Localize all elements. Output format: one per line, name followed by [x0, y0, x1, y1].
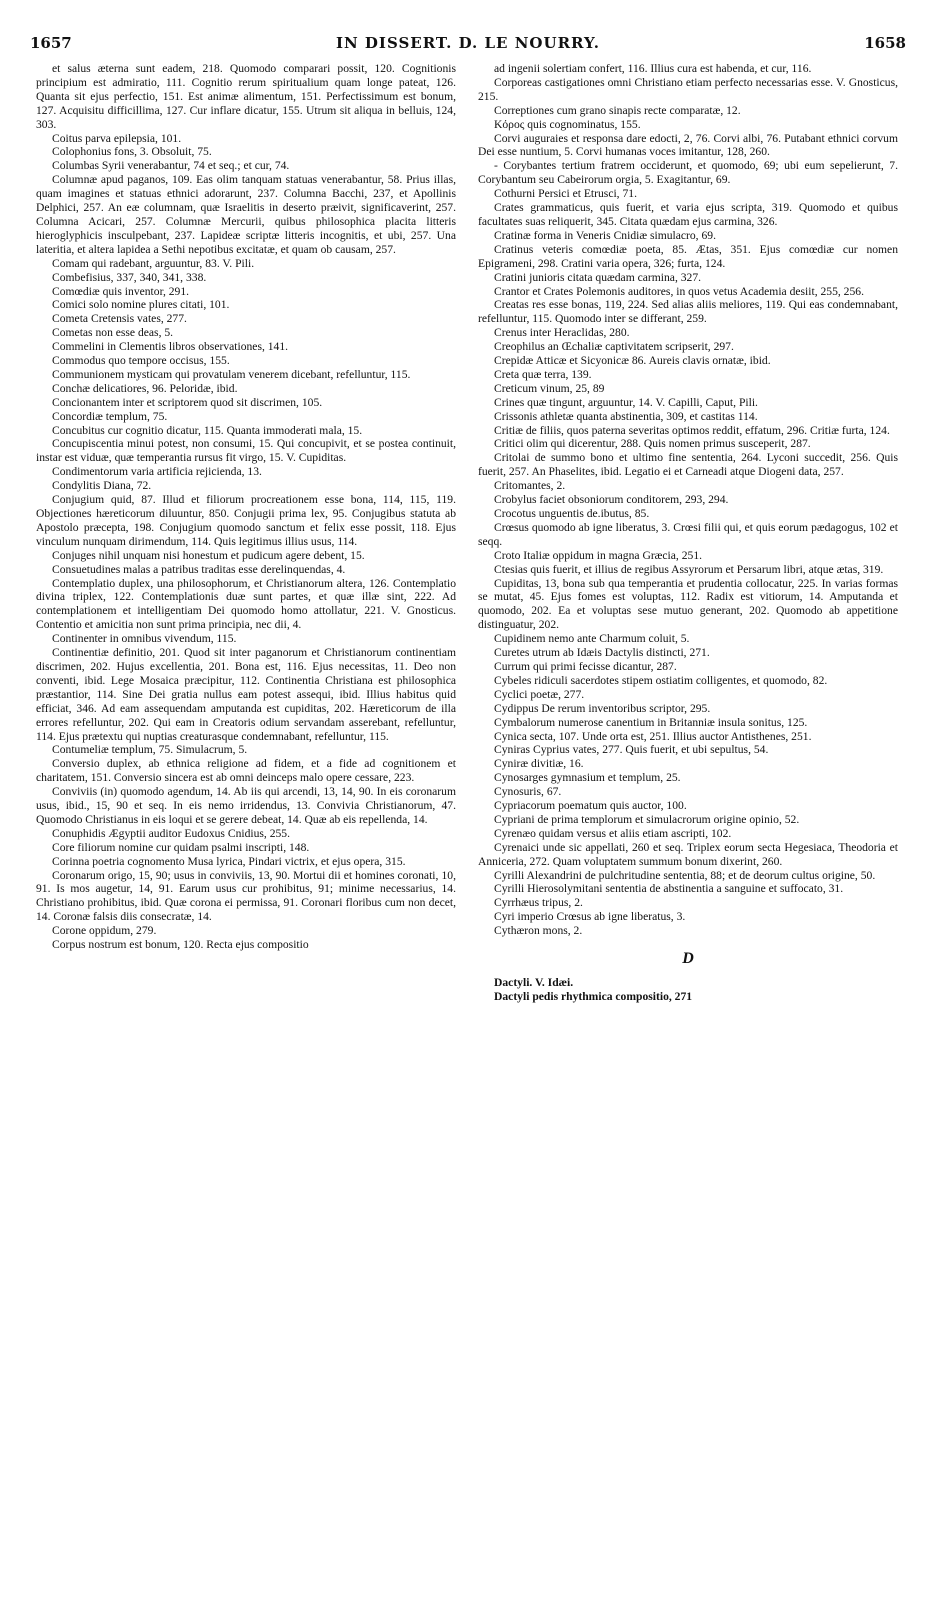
index-entry: Critolai de summo bono et ultimo fine sententia, 264. Lyconi succedit, 256. Quis fuerit, 257. An Phaselites, ibid. Legatio ei et Carneadi atque Diogeni data, 257. [478, 451, 898, 479]
index-entry: Crocotus unguentis de.ibutus, 85. [494, 507, 650, 520]
index-entry: Crepidæ Atticæ et Sicyonicæ 86. Aureis clavis ornatæ, ibid. [494, 354, 771, 368]
index-entry: Creta quæ terra, 139. [494, 367, 592, 381]
index-entry: Columbas Syrii venerabantur, 74 et seq.; et cur, 74. [52, 159, 290, 173]
index-entry: Corvi auguraies et responsa dare edocti, 2, 76. Corvi albi, 76. Putabant ethnici corvum Dei esse nuntium, 5. Corvi humanas voces imitantur, 128, 260. [478, 131, 898, 159]
right-entries [478, 62, 898, 938]
d-entries [478, 976, 898, 1004]
index-entry: Cratinæ forma in Veneris Cnidiæ simulacro, 69. [494, 228, 716, 242]
index-entry: et salus æterna sunt eadem, 218. Quomodo comparari possit, 120. Cognitionis principium est admiratio, 111. Cognitio rerum spiritualium quam longe pateat, 126. Quanta sit ejus perfectio, 151. Est animæ alimentum, 151. Perfectissimum est bonum, 127. Acquisitu difficillima, 127. Cur inflare dicatur, 155. Utrum sit aliqua in belluis, 124, 303. [36, 62, 456, 131]
index-entry: Conviviis (in) quomodo agendum, 14. Ab iis qui arcendi, 13, 14, 90. In eis coronarum usus, ibid., 15, 90 et seq. In eis nemo irridendus, 13. Convivia Christianorum, 47. Quomodo Christianus in eis loqui et se gerere debeat, 14. Quæ ab eis repellenda, 14. [36, 785, 456, 826]
index-entry: Cybeles ridiculi sacerdotes stipem ostiatim colligentes, et quomodo, 82. [494, 673, 828, 687]
index-entry: Coitus parva epilepsia, 101. [52, 131, 182, 145]
index-entry: - Corybantes tertium fratrem occiderunt, et quomodo, 69; ubi eum sepelierunt, 7. Corybantum seu Cabeirorum orgia, 5. Exagitantur, 69. [478, 159, 898, 187]
index-entry: Curetes utrum ab Idæis Dactylis distincti, 271. [494, 646, 710, 660]
index-entry: Cyrenaici unde sic appellati, 260 et seq. Triplex eorum secta Hegesiaca, Theodoria et Anniceria, 272. Quam voluptatem summum bonum dixerint, 260. [478, 840, 898, 868]
index-entry: Crines quæ tingunt, arguuntur, 14. V. Capilli, Caput, Pili. [494, 395, 758, 409]
index-entry: Cythæron mons, 2. [494, 924, 583, 938]
index-entry: Coronarum origo, 15, 90; usus in conviviis, 13, 90. Mortui dii et homines coronati, 10, 91. Is mos augetur, 14, 91. Earum usus cur prohibitus, 91; minime necessarius, 14. Christiano prohibitus, ibid. Quæ corona ei permissa, 91. Coronari floribus cum non decet, 14. Coronæ falsis diis consecratæ, 14. [36, 868, 456, 924]
index-entry: Conjuges nihil unquam nisi honestum et pudicum agere debent, 15. [52, 548, 365, 562]
index-entry: Correptiones cum grano sinapis recte comparatæ, 12. [494, 103, 741, 117]
index-entry: Comam qui radebant, arguuntur, 83. V. Pili. [52, 256, 255, 270]
index-entry: Concubitus cur cognitio dicatur, 115. Quanta immoderati mala, 15. [52, 423, 363, 437]
index-entry: Crenus inter Heraclidas, 280. [494, 326, 630, 340]
index-entry: Condimentorum varia artificia rejicienda, 13. [52, 465, 262, 479]
index-entry: Cypriani de prima templorum et simulacrorum origine opinio, 52. [494, 812, 800, 826]
index-entry: Cypriacorum poematum quis auctor, 100. [494, 799, 687, 813]
index-entry: Cometa Cretensis vates, 277. [52, 312, 187, 326]
index-entry: Corinna poetria cognomento Musa lyrica, Pindari victrix, et ejus opera, 315. [52, 854, 406, 868]
index-entry: Conchæ delicatiores, 96. Peloridæ, ibid. [52, 381, 238, 395]
index-entry: Cyri imperio Crœsus ab igne liberatus, 3. [494, 910, 686, 924]
index-entry: Cyrilli Alexandrini de pulchritudine sententia, 88; et de deorum cultus origine, 50. [494, 868, 876, 882]
index-entry: Cupidinem nemo ante Charmum coluit, 5. [494, 632, 690, 646]
index-entry: Creophilus an Œchaliæ captivitatem scripserit, 297. [494, 340, 734, 354]
index-column-left [36, 62, 456, 952]
index-entry: Cupiditas, 13, bona sub qua temperantia et prudentia collocatur, 225. In varias formas se mutat, 45. Ejus fomes est voluptas, 112. Radix est vitiorum, 14. Amputanda et quomodo, 202. Ea et voluptas sese mutuo generant, 202. Quomodo ab appetitione distinguatur, 202. [478, 576, 898, 632]
index-entry: Κόρος quis cognominatus, 155. [494, 117, 641, 131]
index-entry: Cynosarges gymnasium et templum, 25. [494, 771, 681, 785]
index-entry: Core filiorum nomine cur quidam psalmi inscripti, 148. [52, 840, 310, 854]
index-entry: Cyniræ divitiæ, 16. [494, 757, 584, 771]
index-entry: Colophonius fons, 3. Obsoluit, 75. [52, 145, 212, 159]
index-entry: Contumeliæ templum, 75. Simulacrum, 5. [52, 743, 248, 757]
index-entry: Combefisius, 337, 340, 341, 338. [52, 270, 207, 284]
index-entry: Concordiæ templum, 75. [52, 409, 168, 423]
index-entry: ad ingenii solertiam confert, 116. Illius cura est habenda, et cur, 116. [494, 62, 812, 75]
index-entry: Condylitis Diana, 72. [52, 479, 152, 493]
index-entry: Crates grammaticus, quis fuerit, et varia ejus scripta, 319. Quomodo et quibus facultates suas reliquerit, 345. Citata quædam ejus carmina, 326. [478, 201, 898, 228]
index-entry: Crœsus quomodo ab igne liberatus, 3. Crœsi filii qui, et quis eorum pædagogus, 102 et seqq. [478, 520, 898, 548]
index-entry: Cratini junioris citata quædam carmina, 327. [494, 270, 702, 284]
index-entry: Critici olim qui dicerentur, 288. Quis nomen primus susceperit, 287. [494, 437, 811, 451]
index-entry: Cratinus veteris comœdiæ poeta, 85. Ætas, 351. Ejus comœdiæ cur nomen Epigrameni, 298. Cratini varia opera, 326; furta, 124. [478, 242, 898, 270]
index-entry: Cydippus De rerum inventoribus scriptor, 295. [494, 701, 711, 715]
index-entry: Corone oppidum, 279. [52, 924, 157, 938]
index-entry: Croto Italiæ oppidum in magna Græcia, 251. [494, 548, 703, 562]
index-entry: Conjugium quid, 87. Illud et filiorum procreationem esse bona, 114, 115, 119. Objectiones hæreticorum diluuntur, 850. Conjugii prima lex, 95. Conjugibus statuta ab Apostolo præcepta, 198. Conjugium quomodo sanctum et felix esse possit, 118. Ejus vinculum nunquam dirimendum, 114. Quis legitimus illius usus, 114. [36, 493, 456, 548]
index-entry: Critiæ de filiis, quos paterna severitas optimos reddit, effatum, 296. Critiæ furta, 124. [494, 423, 890, 437]
index-entry: Cyclici poetæ, 277. [494, 687, 585, 701]
index-entry: Creticum vinum, 25, 89 [494, 381, 605, 395]
page-number-left: 1657 [30, 34, 72, 52]
index-entry: Critomantes, 2. [494, 479, 566, 493]
index-entry: Cynosuris, 67. [494, 785, 562, 799]
letter-heading: D [682, 950, 694, 968]
index-entry: Cometas non esse deas, 5. [52, 326, 174, 340]
index-entry: Continentiæ definitio, 201. Quod sit inter paganorum et Christianorum continentiam discrimen, 202. Hujus excellentia, 201. Bona est, 116. Ejus necessitas, 11. Deo non conventi, ibid. Lege Mosaica præcipitur, 112. Continentia Christiana est philosophica præstantior, 114. Sine Dei gratia nullus eam potest assequi, ibid. Illius habitus quid efficiat, 346. Ad eam assequendam amputanda est cupiditas, 202. Hæreticorum de illa errores refelluntur, 202. Qui eam in Creatoris odium servandam asserebant, refelluntur, 114. Ejus prætextu qui nuptias creaturasque condemnabant, refelluntur, 115. [36, 646, 456, 743]
index-entry: Ctesias quis fuerit, et illius de regibus Assyrorum et Persarum libri, atque ætas, 319. [494, 562, 884, 576]
index-entry: Corporeas castigationes omni Christiano etiam perfecto necessarias esse. V. Gnosticus, 215. [478, 75, 898, 103]
index-entry: Cynica secta, 107. Unde orta est, 251. Illius auctor Antisthenes, 251. [494, 729, 812, 743]
index-entry: Commodus quo tempore occisus, 155. [52, 354, 230, 368]
index-entry: Cyniras Cyprius vates, 277. Quis fuerit, et ubi sepultus, 54. [494, 743, 769, 757]
index-entry: Dactyli pedis rhythmica compositio, 271 [494, 989, 693, 1003]
index-entry: Consuetudines malas a patribus traditas esse derelinquendas, 4. [52, 562, 346, 576]
index-entry: Crissonis athletæ quanta abstinentia, 309, et castitas 114. [494, 409, 758, 423]
index-entry: Comœdiæ quis inventor, 291. [52, 284, 190, 298]
page-header [30, 34, 906, 56]
index-entry: Contemplatio duplex, una philosophorum, et Christianorum altera, 126. Contemplatio divina triplex, 122. Contemplationis duæ sunt partes, et quæ illæ sint, 222. Ad contemplationem et intelligentiam Dei quomodo homo attollatur, 221. V. Gnosticus. Contentio et amicitia non sunt prima principia, nec dii, 4. [36, 576, 456, 632]
page-number-right: 1658 [864, 34, 906, 52]
index-entry: Crobylus faciet obsoniorum conditorem, 293, 294. [494, 493, 729, 507]
index-entry: Crantor et Crates Polemonis auditores, in quos vetus Academia desiit, 255, 256. [494, 284, 864, 298]
index-entry: Cothurni Persici et Etrusci, 71. [494, 187, 637, 201]
index-entry: Corpus nostrum est bonum, 120. Recta ejus compositio [52, 938, 309, 952]
index-entry: Dactyli. V. Idæi. [494, 976, 574, 989]
index-entry: Cymbalorum numerose canentium in Britanniæ insula sonitus, 125. [494, 715, 808, 729]
index-entry: Concupiscentia minui potest, non consumi, 15. Qui concupivit, et se postea continuit, instar est viduæ, quæ temperantia rursus fit virgo, 15. V. Cupiditas. [36, 437, 456, 465]
index-column-right [478, 62, 898, 1004]
running-title: IN DISSERT. D. LE NOURRY. [335, 34, 601, 52]
index-entry: Concionantem inter et scriptorem quod sit discrimen, 105. [52, 395, 323, 409]
index-entry: Cyrilli Hierosolymitani sententia de abstinentia a sanguine et suffocato, 31. [494, 882, 844, 896]
index-entry: Creatas res esse bonas, 119, 224. Sed alias aliis meliores, 119. Qui eas condemnabant, refelluntur, 115. Quomodo inter se differant, 259. [478, 298, 898, 326]
index-entry: Continenter in omnibus vivendum, 115. [52, 632, 237, 646]
index-entry: Communionem mysticam qui provatulam venerem dicebant, refelluntur, 115. [52, 367, 411, 381]
index-entry: Comici solo nomine plures citati, 101. [52, 298, 230, 312]
index-entry: Cyrenæo quidam versus et aliis etiam ascripti, 102. [494, 826, 732, 840]
index-entry: Currum qui primi fecisse dicantur, 287. [494, 659, 677, 673]
index-entry: Cyrrhæus tripus, 2. [494, 896, 583, 910]
index-entry: Conversio duplex, ab ethnica religione ad fidem, et a fide ad cognitionem et charitatem, 151. Conversio sincera est ab omni deinceps malo opere cessare, 223. [36, 757, 456, 785]
index-entry: Commelini in Clementis libros observationes, 141. [52, 340, 289, 354]
index-entry: Conuphidis Ægyptii auditor Eudoxus Cnidius, 255. [52, 826, 291, 840]
index-entry: Columnæ apud paganos, 109. Eas olim tanquam statuas venerabantur, 58. Prius illas, quam imagines et statuas ethnici adorarunt, 237. Columna Bacchi, 237, et Apollinis Delphici, 257. An eæ columnam, quæ Israelitis in deserto præivit, significaverint, 257. Columna Acicari, 257. Columnæ Mercurii, quibus philosophica placita litteris hieroglyphicis insculpebant, 237. Lapideæ scriptæ litteris incognitis, et ubi, 257. Una lateritia, et altera lapidea a Sethi nepotibus excitatæ, et quam ob causam, 257. [36, 173, 456, 256]
